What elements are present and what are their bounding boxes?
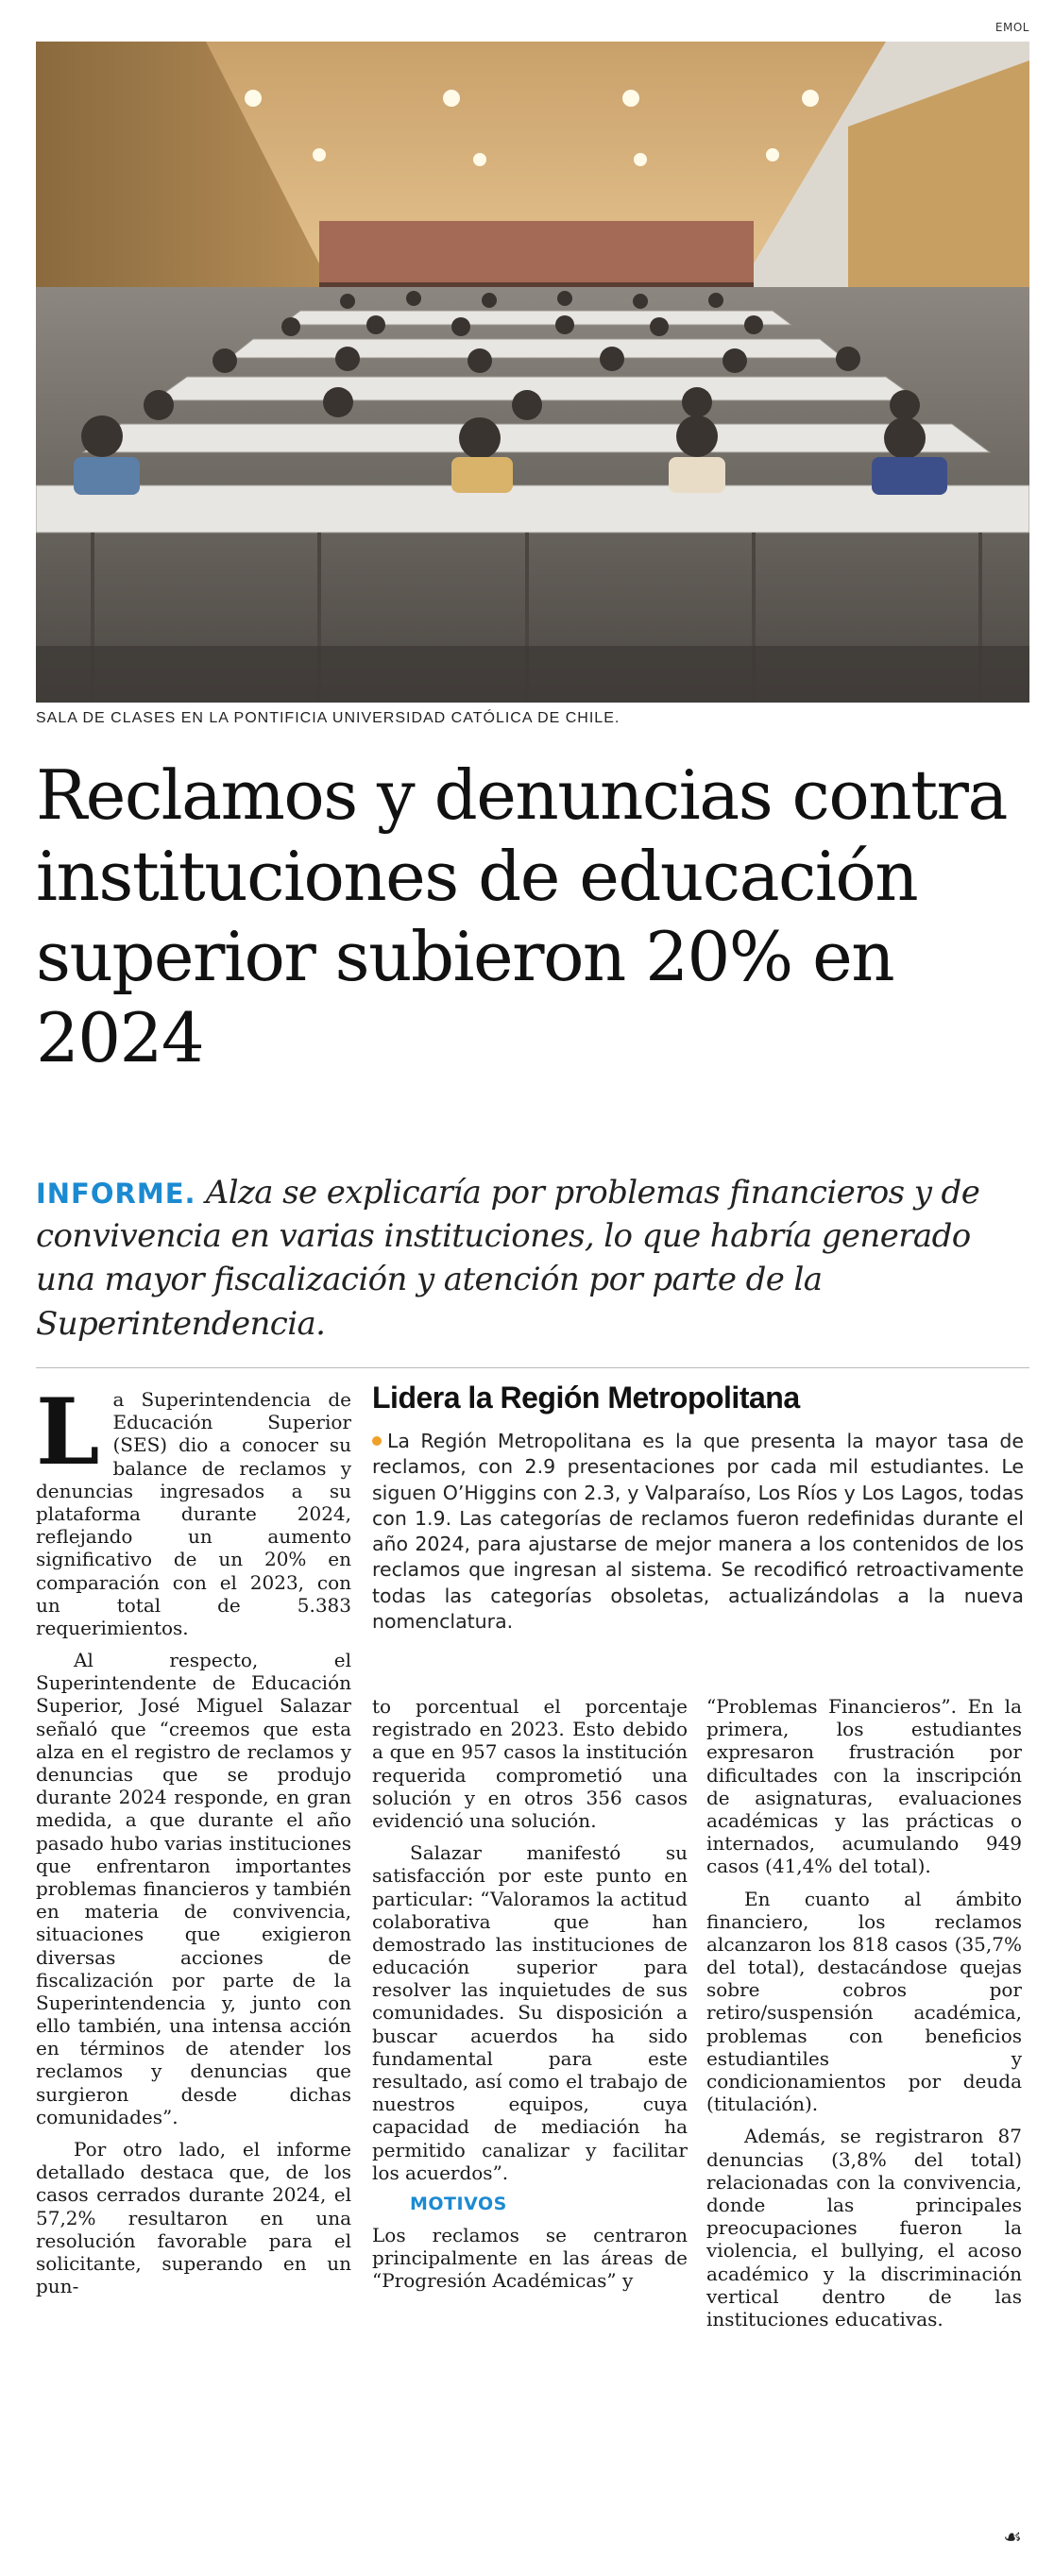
body-paragraph: to porcentual el porcentaje registrado en 2023. Esto debido a que en 957 casos la institución requerida comprometió una solución y en otros 356 casos evidenció una solución.: [372, 1695, 688, 1832]
headline: Reclamos y denuncias contra instituciones de educación superior subieron 20% en 2024: [36, 755, 1007, 1078]
classroom-photo: [36, 42, 1029, 703]
lead-text: a Superintendencia de Educación Superior (SES) dio a conocer su balance de reclamos y denuncias ingresados a su plataforma durante 2024, reflejando un aumento significativo de un 20% en comparación con el 2023, con un total de 5.383 requerimientos.: [36, 1388, 351, 1639]
body-column-1: [36, 1379, 351, 2307]
sidebar-body: La Región Metropolitana es la que presenta la mayor tasa de reclamos, con 2.9 presentaciones por cada mil estudiantes. Le siguen O’Higgins con 2.3, y Valparaíso, Los Ríos y Los Lagos, todas con 1.9. Las categorías de reclamos fueron redefinidas durante el año 2024, para ajustarse de mejor manera a los contenidos de los reclamos que ingresan al sistema. Se recodificó retroactivamente todas las categorías obsoletas, actualizándolas a la nueva nomenclatura.: [372, 1430, 1024, 1633]
body-paragraph: Al respecto, el Superintendente de Educación Superior, José Miguel Salazar señaló que “creemos que esta alza en el registro de reclamos y denuncias que se produjo durante 2024 responde, en gran medida, a que durante el año pasado hubo varias instituciones que enfrentaron importantes problemas financieros y también en materia de convivencia, situaciones que exigieron diversas acciones de fiscalización por parte de la Superintendencia y, junto con ello también, una intensa acción en términos de atender los reclamos y denuncias que surgieron desde dichas comunidades”.: [36, 1649, 351, 2128]
end-mark-icon: ☙: [1003, 2526, 1022, 2550]
body-paragraph: Salazar manifestó su satisfacción por este punto en particular: “Valoramos la actitud colaborativa que han demostrado las instituciones de educación superior para resolver las inquietudes de sus comunidades. Su disposición a buscar acuerdos ha sido fundamental para este resultado, así como el trabajo de nuestros equipos, cuya capacidad de mediación ha permitido canalizar y facilitar los acuerdos”.: [372, 1841, 688, 2184]
body-paragraph: En cuanto al ámbito financiero, los reclamos alcanzaron los 818 casos (35,7% del total), destacándose quejas sobre cobros por retiro/suspensión académica, problemas con beneficios estudiantiles y condicionamientos por deuda (titulación).: [706, 1887, 1022, 2116]
sidebar-text: [372, 1429, 1024, 1635]
classroom-illustration: [36, 42, 1029, 703]
sidebar-box: [372, 1381, 1024, 1635]
section-subhead: MOTIVOS: [410, 2193, 507, 2214]
body-column-3: [706, 1695, 1022, 2340]
bullet-icon: [372, 1436, 382, 1446]
divider: [36, 1367, 1029, 1368]
body-column-2: [372, 1695, 688, 2302]
sidebar-title: Lidera la Región Metropolitana: [372, 1381, 800, 1415]
body-paragraph: Además, se registraron 87 denuncias (3,8% del total) relacionadas con la convivencia, donde las principales preocupaciones fueron la violencia, el bullying, el acoso académico y la discriminación vertical dentro de las instituciones educativas.: [706, 2125, 1022, 2330]
lead-paragraph: [36, 1379, 351, 1639]
body-paragraph: “Problemas Financieros”. En la primera, los estudiantes expresaron frustración por dificultades con la inscripción de asignaturas, evaluaciones académicas y las prácticas o internados, acumulando 949 casos (41,4% del total).: [706, 1695, 1022, 1878]
deck-kicker: INFORME.: [36, 1178, 196, 1210]
deck-text: Alza se explicaría por problemas financieros y de convivencia en varias instituciones, lo que habría generado una mayor fiscalización y atención por parte de la Superintendencia.: [36, 1174, 980, 1343]
dropcap: L: [36, 1379, 100, 1485]
body-paragraph: Los reclamos se centraron principalmente en las áreas de “Progresión Académicas” y: [372, 2223, 688, 2293]
deck: [36, 1171, 1029, 1346]
photo-credit: EMOL: [994, 21, 1029, 34]
body-paragraph: Por otro lado, el informe detallado destaca que, de los casos cerrados durante 2024, el 57,2% resultaron en una resolución favorable para el solicitante, superando en un pun-: [36, 2138, 351, 2298]
photo-caption: SALA DE CLASES EN LA PONTIFICIA UNIVERSIDAD CATÓLICA DE CHILE.: [36, 710, 620, 726]
